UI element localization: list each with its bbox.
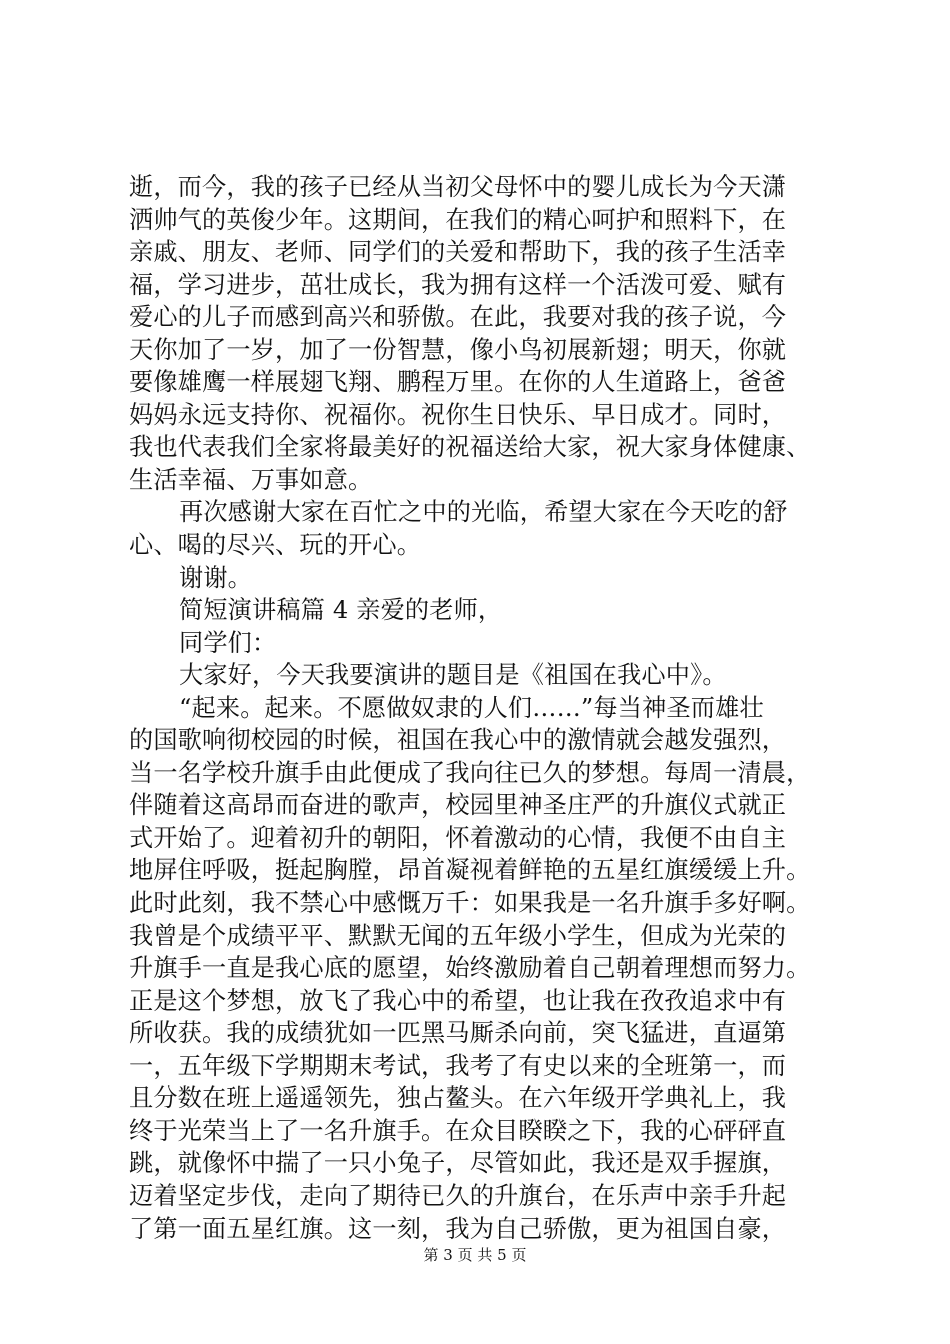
- text-line: 要像雄鹰一样展翅飞翔、鹏程万里。在你的人生道路上，爸爸: [129, 368, 787, 397]
- text-line: 当一名学校升旗手由此便成了我向往已久的梦想。每周一清晨，: [129, 758, 811, 787]
- text-line: 洒帅气的英俊少年。这期间，在我们的精心呵护和照料下，在: [129, 205, 787, 234]
- text-line: 正是这个梦想，放飞了我心中的希望，也让我在孜孜追求中有: [129, 986, 787, 1015]
- text-line: 心、喝的尽兴、玩的开心。: [129, 531, 422, 560]
- text-line: 生活幸福、万事如意。: [129, 465, 373, 494]
- text-line: 亲戚、朋友、老师、同学们的关爱和帮助下，我的孩子生活幸: [129, 238, 787, 267]
- text-line: 简短演讲稿篇 4 亲爱的老师，: [179, 596, 503, 625]
- page-footer: 第 3 页 共 5 页: [423, 1246, 527, 1264]
- text-line: 且分数在班上遥遥领先，独占鳌头。在六年级开学典礼上，我: [129, 1084, 787, 1113]
- text-line: 一，五年级下学期期末考试，我考了有史以来的全班第一，而: [129, 1051, 787, 1080]
- text-line: 的国歌响彻校园的时候，祖国在我心中的激情就会越发强烈，: [129, 726, 787, 755]
- text-line: 了第一面五星红旗。这一刻，我为自己骄傲，更为祖国自豪，: [129, 1214, 787, 1243]
- text-line: 所收获。我的成绩犹如一匹黑马厮杀向前，突飞猛进，直逼第: [129, 1019, 787, 1048]
- text-line: 跳，就像怀中揣了一只小兔子，尽管如此，我还是双手握旗，: [129, 1149, 787, 1178]
- text-line: 同学们：: [179, 628, 277, 657]
- text-line: 天你加了一岁，加了一份智慧，像小鸟初展新翅；明天，你就: [129, 335, 787, 364]
- text-line: 此时此刻，我不禁心中感慨万千：如果我是一名升旗手多好啊。: [129, 889, 811, 918]
- text-line: 我也代表我们全家将最美好的祝福送给大家，祝大家身体健康、: [129, 433, 811, 462]
- text-line: 大家好，今天我要演讲的题目是《祖国在我心中》。: [179, 661, 727, 690]
- text-line: 伴随着这高昂而奋进的歌声，校园里神圣庄严的升旗仪式就正: [129, 791, 787, 820]
- text-line: 爱心的儿子而感到高兴和骄傲。在此，我要对我的孩子说，今: [129, 303, 787, 332]
- text-line: 妈妈永远支持你、祝福你。祝你生日快乐、早日成才。同时，: [129, 400, 787, 429]
- text-line: 再次感谢大家在百忙之中的光临，希望大家在今天吃的舒: [179, 498, 788, 527]
- text-line: “起来。起来。不愿做奴隶的人们……”每当神圣而雄壮: [179, 693, 764, 722]
- text-line: 式开始了。迎着初升的朝阳，怀着激动的心情，我便不由自主: [129, 823, 787, 852]
- text-line: 升旗手一直是我心底的愿望，始终激励着自己朝着理想而努力。: [129, 954, 811, 983]
- text-line: 终于光荣当上了一名升旗手。在众目睽睽之下，我的心砰砰直: [129, 1116, 787, 1145]
- text-line: 我曾是个成绩平平、默默无闻的五年级小学生，但成为光荣的: [129, 921, 787, 950]
- text-line: 福，学习进步，茁壮成长，我为拥有这样一个活泼可爱、赋有: [129, 270, 787, 299]
- text-line: 地屏住呼吸，挺起胸膛，昂首凝视着鲜艳的五星红旗缓缓上升。: [129, 856, 811, 885]
- document-body: [129, 171, 829, 1245]
- text-line: 迈着坚定步伐，走向了期待已久的升旗台，在乐声中亲手升起: [129, 1181, 787, 1210]
- text-line: 谢谢。: [179, 563, 253, 592]
- text-line: 逝，而今，我的孩子已经从当初父母怀中的婴儿成长为今天潇: [129, 173, 787, 201]
